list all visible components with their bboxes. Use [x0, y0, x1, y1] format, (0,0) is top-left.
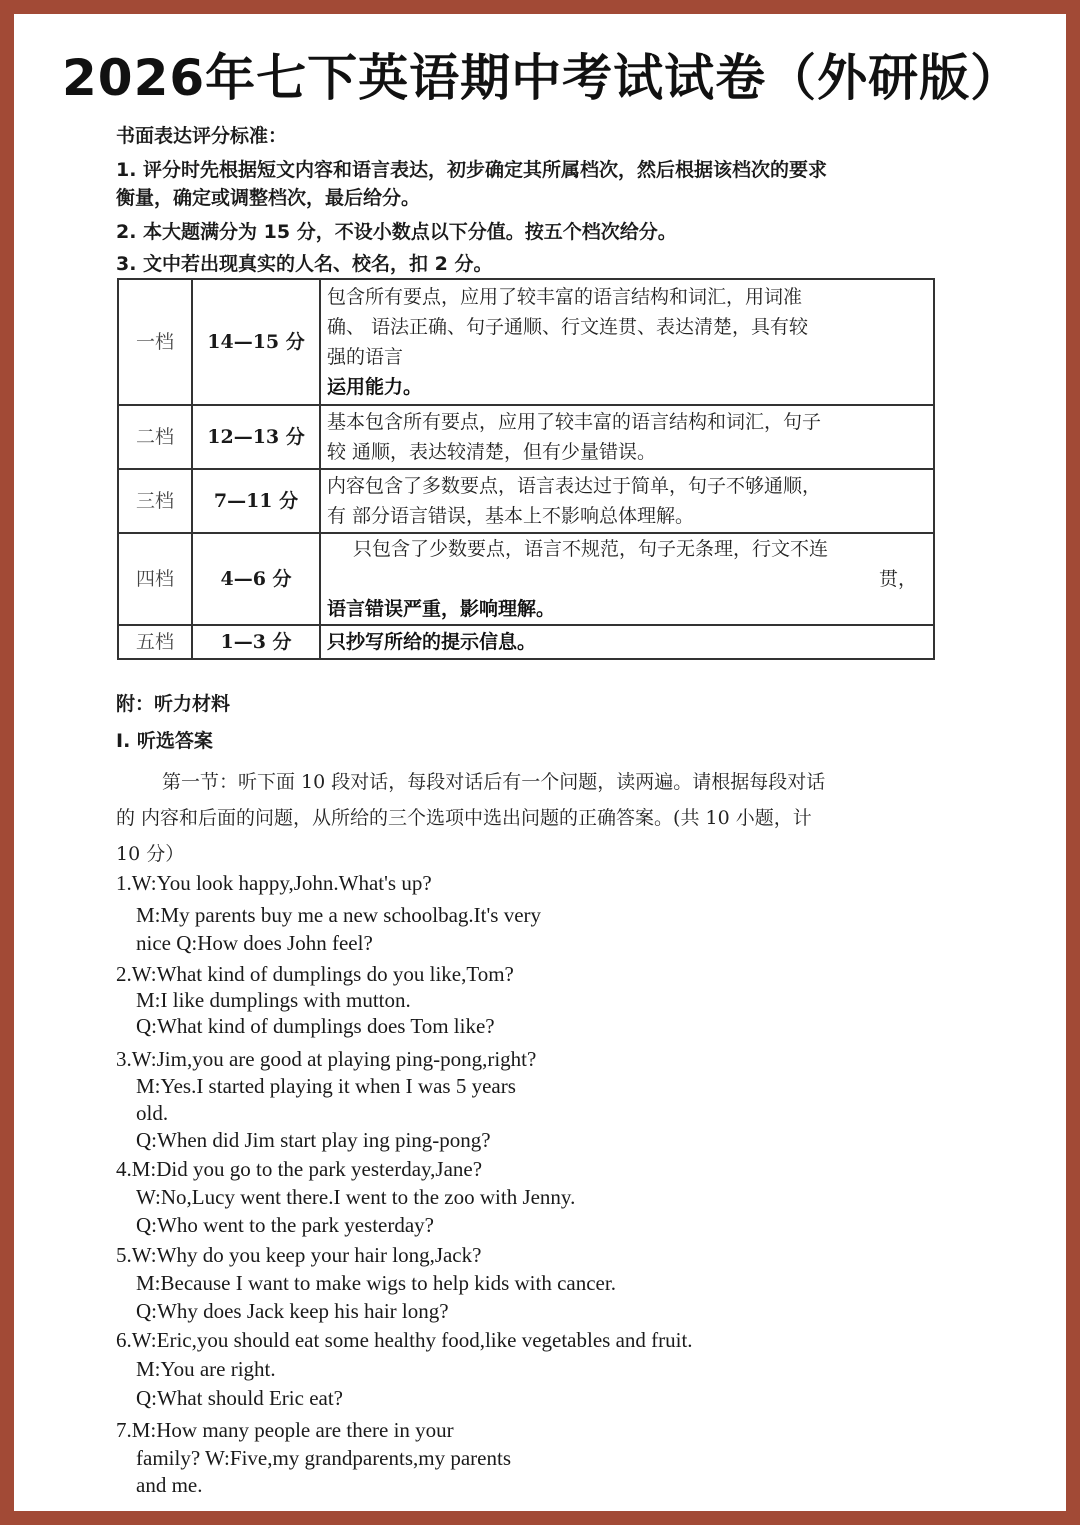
grade-level: 四档 — [118, 533, 192, 625]
grade-level: 五档 — [118, 625, 192, 659]
desc-line: 只包含了少数要点，语言不规范，句子无条理，行文不连 — [353, 538, 829, 560]
dialogue-line: and me. — [136, 1473, 203, 1497]
grade-level: 二档 — [118, 405, 192, 469]
dialogue-line: M:I like dumplings with mutton. — [136, 988, 411, 1012]
section-intro: 第一节：听下面 10 段对话，每段对话后有一个问题，读两遍。请根据每段对话 — [162, 771, 826, 793]
desc-line: 确、 语法正确、句子通顺、行文连贯、表达清楚，具有较 — [327, 316, 809, 338]
dialogue-line: 1.W:You look happy,John.What's up? — [116, 871, 432, 895]
criteria-rule-2: 2. 本大题满分为 15 分，不设小数点以下分值。按五个档次给分。 — [116, 221, 677, 243]
grade-score: 14—15 分 — [192, 279, 320, 405]
desc-line: 贯， — [878, 568, 917, 590]
dialogue-line: Q:Who went to the park yesterday? — [136, 1213, 434, 1237]
dialogue-line: Q:What kind of dumplings does Tom like? — [136, 1014, 495, 1038]
grade-description — [320, 469, 934, 533]
grade-score: 1—3 分 — [192, 625, 320, 659]
dialogue-line: 3.W:Jim,you are good at playing ping-pong,right? — [116, 1047, 537, 1071]
table-row — [118, 533, 934, 625]
grade-score: 7—11 分 — [192, 469, 320, 533]
dialogue-line: 2.W:What kind of dumplings do you like,Tom? — [116, 962, 514, 986]
dialogue-line: W:No,Lucy went there.I went to the zoo with Jenny. — [136, 1185, 576, 1209]
section-intro: 10 分） — [116, 843, 185, 865]
appendix-heading: 附：听力材料 — [116, 693, 231, 715]
desc-line: 较 通顺，表达较清楚，但有少量错误。 — [327, 441, 657, 463]
grade-description — [320, 533, 934, 625]
dialogue-line: Q:What should Eric eat? — [136, 1386, 344, 1410]
table-row — [118, 625, 934, 659]
criteria-heading: 书面表达评分标准： — [116, 125, 288, 147]
criteria-rule-1a: 1. 评分时先根据短文内容和语言表达，初步确定其所属档次，然后根据该档次的要求 — [116, 159, 828, 181]
desc-bold: 语言错误严重，影响理解。 — [327, 598, 556, 620]
grade-level: 一档 — [118, 279, 192, 405]
grade-level: 三档 — [118, 469, 192, 533]
grading-table — [117, 278, 935, 660]
dialogue-line: 6.W:Eric,you should eat some healthy food,like vegetables and fruit. — [116, 1328, 693, 1352]
desc-bold: 只抄写所给的提示信息。 — [327, 631, 537, 653]
dialogue-line: family? W:Five,my grandparents,my parents — [136, 1446, 511, 1470]
table-row — [118, 405, 934, 469]
section-intro: 的 内容和后面的问题，从所给的三个选项中选出问题的正确答案。(共 10 小题，计 — [116, 807, 812, 829]
grade-score: 4—6 分 — [192, 533, 320, 625]
dialogue-line: 4.M:Did you go to the park yesterday,Jane? — [116, 1157, 483, 1181]
dialogue-line: nice Q:How does John feel? — [136, 931, 373, 955]
dialogue-line: M:You are right. — [136, 1357, 276, 1381]
document-page — [14, 14, 1066, 1511]
section-heading: I. 听选答案 — [116, 730, 213, 752]
page-title: 2026年七下英语期中考试试卷（外研版） — [62, 49, 1022, 107]
desc-line: 内容包含了多数要点，语言表达过于简单，句子不够通顺， — [327, 475, 822, 497]
desc-line: 有 部分语言错误，基本上不影响总体理解。 — [327, 505, 695, 527]
dialogue-line: 5.W:Why do you keep your hair long,Jack? — [116, 1243, 482, 1267]
desc-line: 强的语言 — [327, 346, 404, 368]
dialogue-line: M:My parents buy me a new schoolbag.It's very — [136, 903, 542, 927]
criteria-rule-3: 3. 文中若出现真实的人名、校名，扣 2 分。 — [116, 253, 493, 275]
grade-description — [320, 279, 934, 405]
table-row — [118, 469, 934, 533]
grade-description — [320, 405, 934, 469]
dialogue-line: 7.M:How many people are there in your — [116, 1418, 454, 1442]
desc-line: 包含所有要点，应用了较丰富的语言结构和词汇，用词准 — [327, 286, 803, 308]
dialogue-line: M:Yes.I started playing it when I was 5 years — [136, 1074, 516, 1098]
criteria-rule-1b: 衡量，确定或调整档次，最后给分。 — [116, 187, 421, 209]
grade-score: 12—13 分 — [192, 405, 320, 469]
dialogue-line: M:Because I want to make wigs to help kids with cancer. — [136, 1271, 616, 1295]
table-row — [118, 279, 934, 405]
dialogue-line: Q:When did Jim start play ing ping-pong? — [136, 1128, 491, 1152]
dialogue-line: Q:Why does Jack keep his hair long? — [136, 1299, 449, 1323]
grade-description — [320, 625, 934, 659]
desc-line: 基本包含所有要点，应用了较丰富的语言结构和词汇，句子 — [327, 411, 822, 433]
desc-bold: 运用能力。 — [327, 376, 423, 398]
dialogue-line: old. — [136, 1101, 169, 1125]
